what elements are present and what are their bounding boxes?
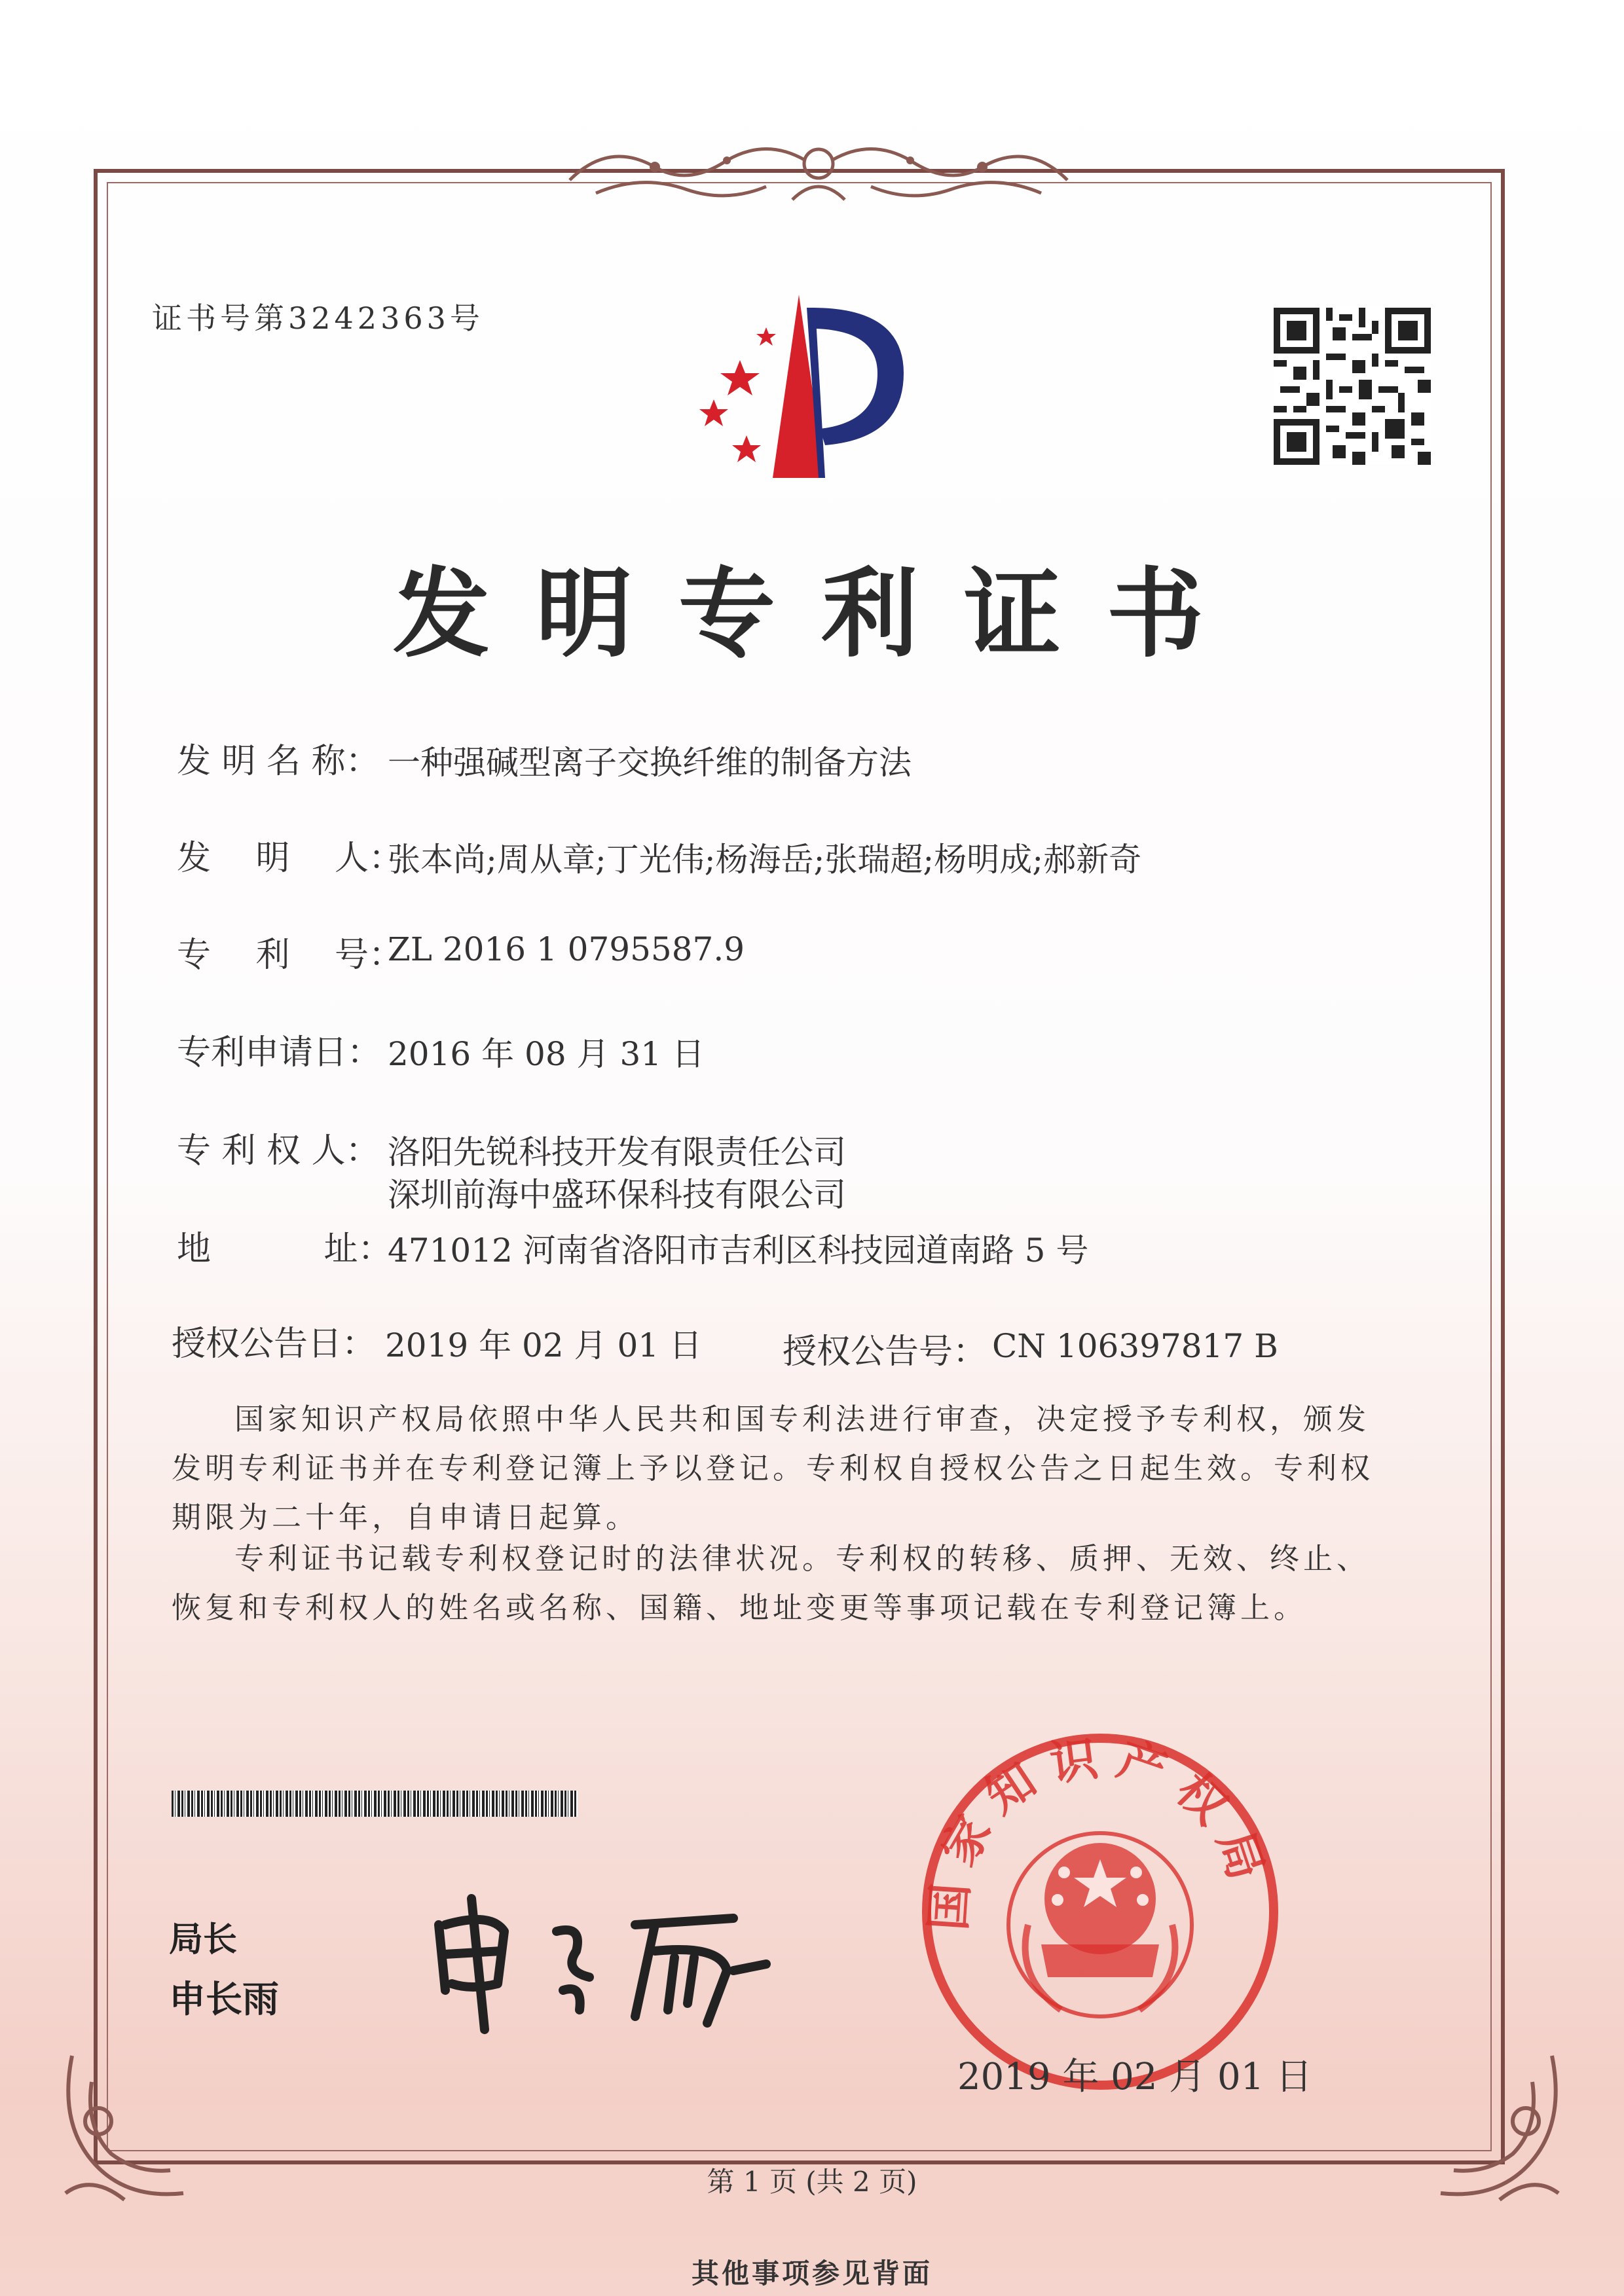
- patent-office-logo-icon: [668, 282, 930, 484]
- grant-date-value: 2019 年 02 月 01 日: [385, 1326, 702, 1364]
- director-signature-icon: [426, 1886, 779, 2043]
- official-seal-icon: [917, 1728, 1283, 2095]
- field-label-address: 地 址：: [177, 1230, 392, 1269]
- director-name: 申长雨: [169, 1978, 279, 2021]
- grant-number-value: CN 106397817 B: [992, 1327, 1278, 1365]
- field-value-address: 471012 河南省洛阳市吉利区科技园道南路 5 号: [388, 1231, 1089, 1269]
- field-label-patent-number: 专 利 号：: [177, 936, 403, 975]
- field-label-patentee: 专 利 权 人：: [177, 1131, 380, 1171]
- director-title: 局长: [169, 1920, 238, 1959]
- paragraph-legal-status: 专利证书记载专利权登记时的法律状况。专利权的转移、质押、无效、终止、恢复和专利权人的姓名或名称、国籍、地址变更等事项记载在专利登记簿上。: [172, 1541, 1371, 1625]
- certificate-title: 发明专利证书: [393, 556, 1249, 670]
- field-label-application-date: 专利申请日：: [177, 1033, 382, 1072]
- page-number: 第 1 页 (共 2 页): [707, 2166, 917, 2198]
- field-label-invention-name: 发 明 名 称：: [177, 742, 380, 781]
- seal-date: 2019 年 02 月 01 日: [957, 2056, 1313, 2098]
- barcode-icon: [172, 1791, 578, 1817]
- field-value-invention-name: 一种强碱型离子交换纤维的制备方法: [388, 744, 912, 782]
- field-value-patent-number: ZL 2016 1 0795587.9: [388, 930, 745, 968]
- field-value-patentee-2: 深圳前海中盛环保科技有限公司: [388, 1176, 846, 1214]
- field-label-inventors: 发 明 人：: [177, 839, 403, 878]
- grant-number-label: 授权公告号：: [783, 1332, 987, 1372]
- qr-code-icon: [1274, 308, 1431, 465]
- grant-date-label: 授权公告日：: [172, 1324, 377, 1364]
- field-value-inventors: 张本尚;周从章;丁光伟;杨海岳;张瑞超;杨明成;郝新奇: [388, 841, 1142, 879]
- seal-text: 国家知识产权局: [920, 1728, 1279, 1933]
- paragraph-grant-statement: 国家知识产权局依照中华人民共和国专利法进行审查，决定授予专利权，颁发发明专利证书并在专利登记簿上予以登记。专利权自授权公告之日起生效。专利权期限为二十年，自申请日起算。: [172, 1402, 1375, 1535]
- back-side-note: 其他事项参见背面: [691, 2257, 932, 2289]
- field-value-application-date: 2016 年 08 月 31 日: [388, 1035, 705, 1073]
- top-ornament-icon: [557, 134, 1080, 213]
- certificate-number: 证书号第3242363号: [152, 301, 484, 336]
- field-value-patentee-1: 洛阳先锐科技开发有限责任公司: [388, 1133, 846, 1171]
